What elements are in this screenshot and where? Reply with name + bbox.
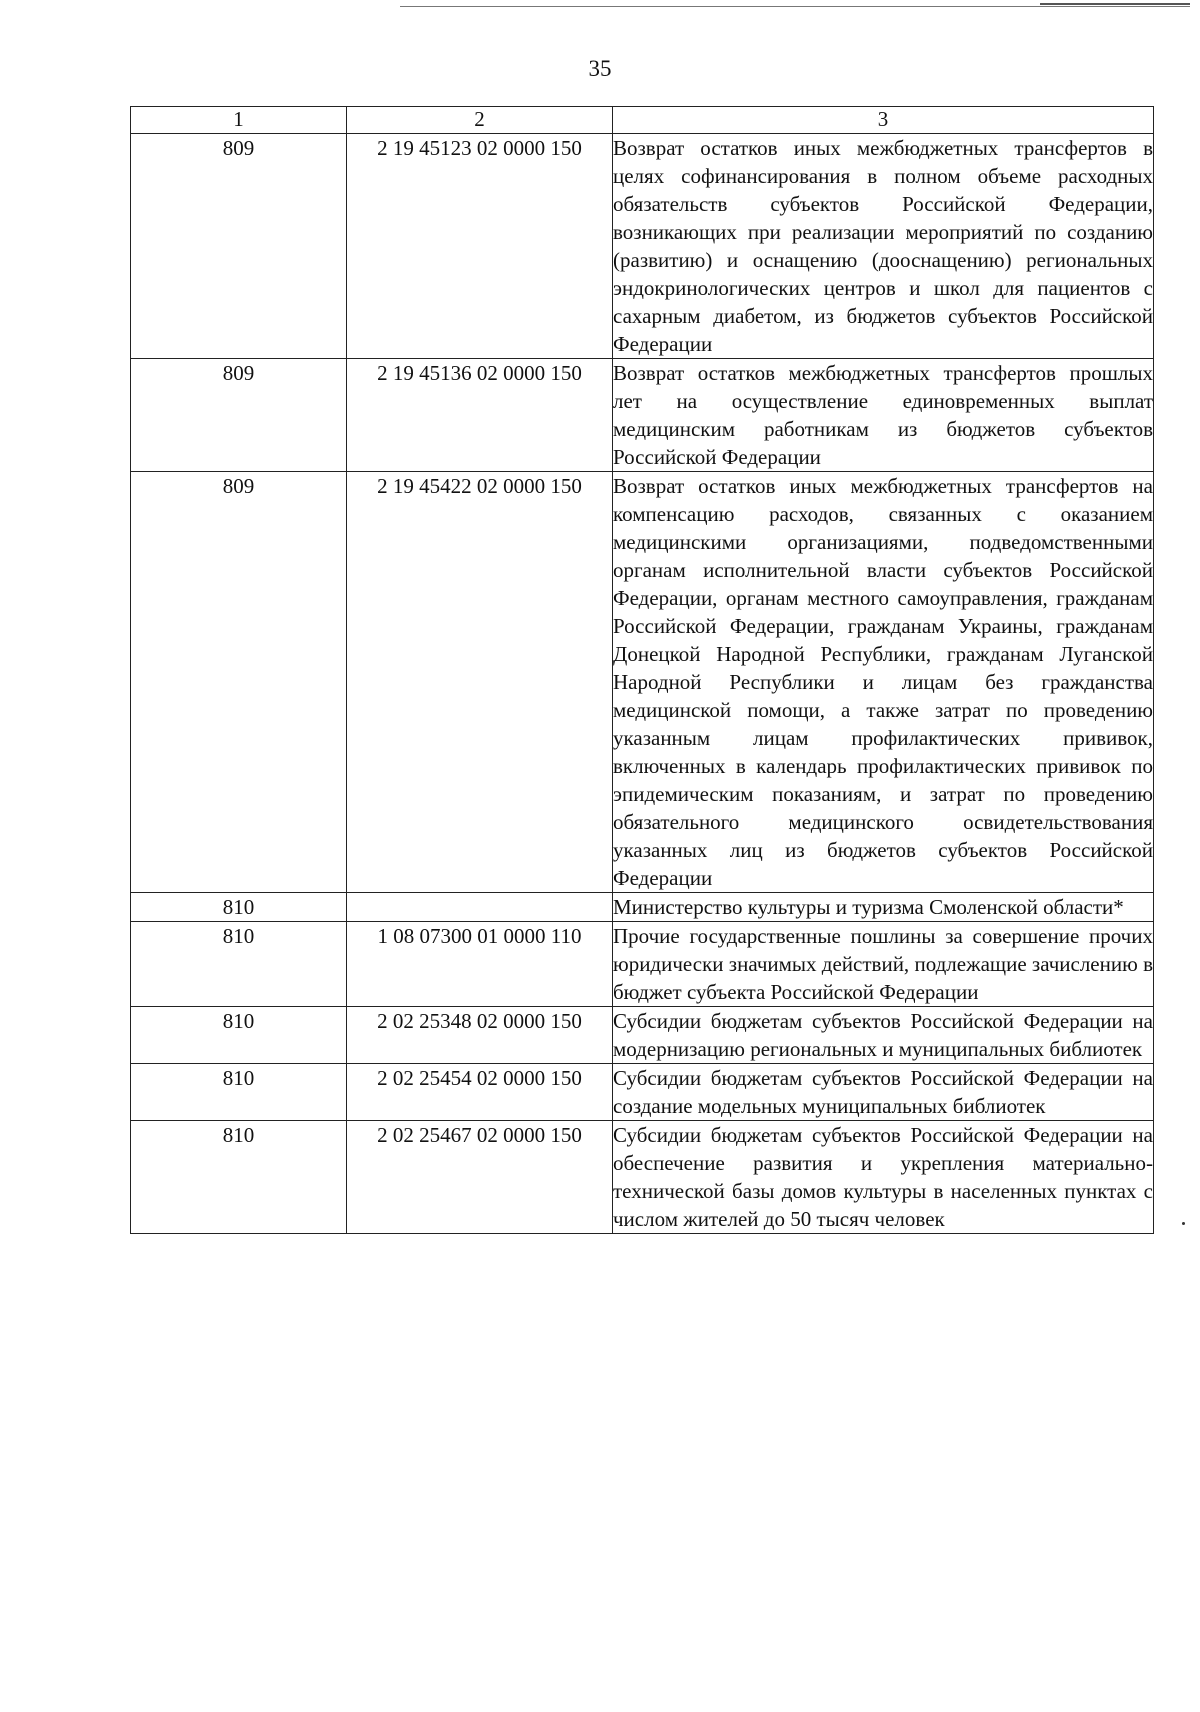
admin-code-cell: 810 [131,922,347,1007]
kbk-cell: 2 02 25467 02 0000 150 [347,1121,613,1234]
name-cell: Министерство культуры и туризма Смоленской области* [613,893,1154,922]
table-row [131,1007,1154,1064]
admin-code-cell: 810 [131,1064,347,1121]
table-header-row [131,107,1154,134]
admin-code-cell: 810 [131,1121,347,1234]
kbk-cell: 1 08 07300 01 0000 110 [347,922,613,1007]
name-cell: Субсидии бюджетам субъектов Российской Федерации на обеспечение развития и укрепления материально-технической базы домов культуры в населенных пунктах с числом жителей до 50 тысяч человек [613,1121,1154,1234]
kbk-cell: 2 02 25454 02 0000 150 [347,1064,613,1121]
name-cell: Возврат остатков иных межбюджетных трансфертов в целях софинансирования в полном объеме расходных обязательств субъектов Российской Федерации, возникающих при реализации мероприятий по созданию (развитию) и оснащению (дооснащению) региональных эндокринологических центров и школ для пациентов с сахарным диабетом, из бюджетов субъектов Российской Федерации [613,134,1154,359]
name-cell: Возврат остатков иных межбюджетных трансфертов на компенсацию расходов, связанных с оказанием медицинскими организациями, подведомственными органам исполнительной власти субъектов Российской Федерации, органам местного самоуправления, гражданам Российской Федерации, гражданам Украины, гражданам Донецкой Народной Республики, гражданам Луганской Народной Республики и лицам без гражданства медицинской помощи, а также затрат по проведению указанным лицам профилактических прививок, включенных в календарь профилактических прививок по эпидемическим показаниям, и затрат по проведению обязательного медицинского освидетельствования указанных лиц из бюджетов субъектов Российской Федерации [613,472,1154,893]
kbk-cell: 2 19 45136 02 0000 150 [347,359,613,472]
admin-code-cell: 809 [131,359,347,472]
table-row [131,134,1154,359]
name-cell: Субсидии бюджетам субъектов Российской Федерации на модернизацию региональных и муниципальных библиотек [613,1007,1154,1064]
kbk-cell: 2 02 25348 02 0000 150 [347,1007,613,1064]
column-header-name: 3 [613,107,1154,134]
scan-artifact-dot [1182,1222,1185,1225]
admin-code-cell: 809 [131,472,347,893]
kbk-cell: 2 19 45123 02 0000 150 [347,134,613,359]
admin-code-cell: 810 [131,893,347,922]
table-row [131,922,1154,1007]
table-row [131,893,1154,922]
column-header-admin-code: 1 [131,107,347,134]
column-header-kbk: 2 [347,107,613,134]
scan-top-rule-right [1040,3,1190,5]
kbk-cell [347,893,613,922]
budget-classification-table [130,106,1154,1234]
admin-code-cell: 810 [131,1007,347,1064]
name-cell: Возврат остатков межбюджетных трансфертов прошлых лет на осуществление единовременных выплат медицинским работникам из бюджетов субъектов Российской Федерации [613,359,1154,472]
name-cell: Субсидии бюджетам субъектов Российской Федерации на создание модельных муниципальных библиотек [613,1064,1154,1121]
name-cell: Прочие государственные пошлины за совершение прочих юридически значимых действий, подлежащие зачислению в бюджет субъекта Российской Федерации [613,922,1154,1007]
table-row [131,1064,1154,1121]
admin-code-cell: 809 [131,134,347,359]
scan-top-rule [400,6,1190,7]
kbk-cell: 2 19 45422 02 0000 150 [347,472,613,893]
table-row [131,472,1154,893]
table-row [131,1121,1154,1234]
table-row [131,359,1154,472]
page-number: 35 [588,56,612,81]
